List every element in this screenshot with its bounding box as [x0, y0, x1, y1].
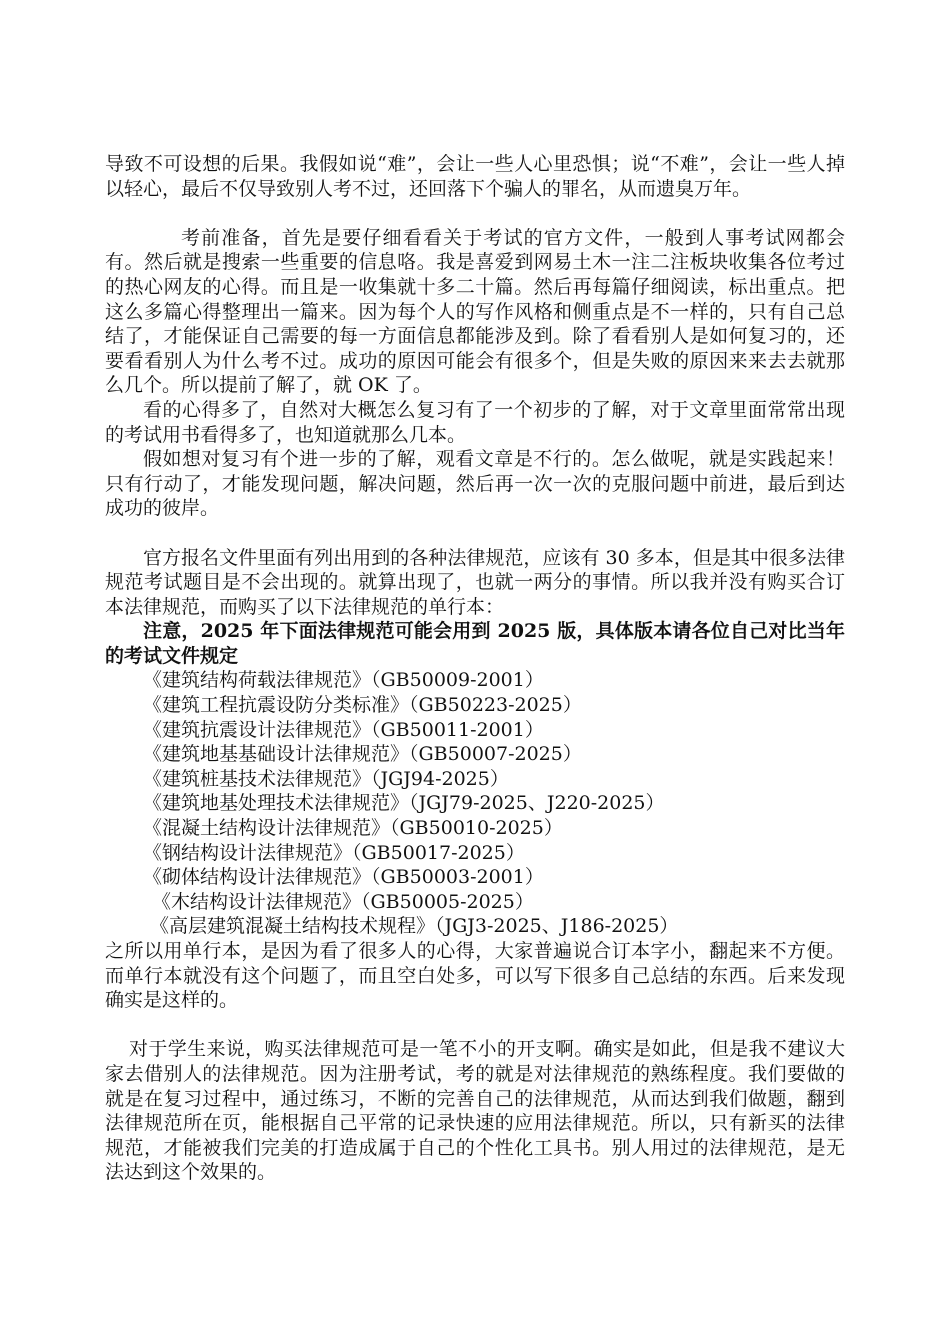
- list-item: 《建筑地基处理技术法律规范》（JGJ79-2025、J220-2025）: [143, 792, 665, 815]
- document-page: [105, 152, 845, 1185]
- notice-text: 注意，2025 年下面法律规范可能会用到 2025 版，具体版本请各位自己对比当年的考试文件规定: [105, 620, 845, 667]
- list-item: 《建筑抗震设计法律规范》（GB50011-2001）: [143, 718, 544, 741]
- list-item: 《木结构设计法律规范》（GB50005-2025）: [152, 890, 534, 913]
- list-item: 《建筑桩基技术法律规范》（JGJ94-2025）: [143, 767, 509, 790]
- paragraph-single-volume: 之所以用单行本，是因为看了很多人的心得，大家普遍说合订本字小，翻起来不方便。而单行本就没有这个问题了，而且空白处多，可以写下很多自己总结的东西。后来发现确实是这样的。: [105, 940, 845, 1012]
- list-item: 《混凝土结构设计法律规范》（GB50010-2025）: [143, 817, 563, 840]
- paragraph-gap: [105, 521, 845, 546]
- paragraph-gap: [105, 1013, 845, 1038]
- paragraph-consequences: 导致不可设想的后果。我假如说“难”，会让一些人心里恐惧；说“不难”，会让一些人掉以轻心，最后不仅导致别人考不过，还回落下个骗人的罪名，从而遗臭万年。: [105, 153, 845, 200]
- standards-list: [105, 668, 845, 939]
- list-item: 《建筑工程抗震设防分类标准》（GB50223-2025）: [143, 694, 582, 717]
- list-item: 《高层建筑混凝土结构技术规程》（JGJ3-2025、J186-2025）: [150, 915, 679, 938]
- paragraph-reading-experience: 看的心得多了，自然对大概怎么复习有了一个初步的了解，对于文章里面常常出现的考试用书看得多了，也知道就那么几本。: [105, 398, 845, 446]
- list-item: 《建筑结构荷载法律规范》（GB50009-2001）: [143, 669, 544, 692]
- paragraph-gap: [105, 201, 845, 226]
- paragraph-practice: 假如想对复习有个进一步的了解，观看文章是不行的。怎么做呢，就是实践起来！只有行动了，才能发现问题，解决问题，然后再一次一次的克服问题中前进，最后到达成功的彼岸。: [105, 448, 845, 520]
- paragraph-exam-preparation: 考前准备，首先是要仔细看看关于考试的官方文件，一般到人事考试网都会有。然后就是搜索一些重要的信息咯。我是喜爱到网易土木一注二注板块收集各位考过的热心网友的心得。而且是一收集就十多二十篇。然后再每篇仔细阅读，标出重点。把这么多篇心得整理出一篇来。因为每个人的写作风格和侧重点是不一样的，只有自己总结了，才能保证自己需要的每一方面信息都能涉及到。除了看看别人是如何复习的，还要看看别人为什么考不过。成功的原因可能会有很多个，但是失败的原因来来去去就那么几个。所以提前了解了，就 OK 了。: [105, 226, 845, 397]
- paragraph-official-documents: 官方报名文件里面有列出用到的各种法律规范，应该有 30 多本，但是其中很多法律规范考试题目是不会出现的。就算出现了，也就一两分的事情。所以我并没有购买合订本法律规范，而购买了以下法律规范的单行本：: [105, 546, 845, 618]
- paragraph-students: 对于学生来说，购买法律规范可是一笔不小的开支啊。确实是如此，但是我不建议大家去借别人的法律规范。因为注册考试，考的就是对法律规范的熟练程度。我们要做的就是在复习过程中，通过练习，不断的完善自己的法律规范，从而达到我们做题，翻到法律规范所在页，能根据自己平常的记录快速的应用法律规范。所以，只有新买的法律规范，才能被我们完美的打造成属于自己的个性化工具书。别人用过的法律规范，是无法达到这个效果的。: [105, 1038, 845, 1184]
- list-item: 《钢结构设计法律规范》（GB50017-2025）: [143, 841, 525, 864]
- list-item: 《砌体结构设计法律规范》（GB50003-2001）: [143, 866, 544, 889]
- list-item: 《建筑地基基础设计法律规范》（GB50007-2025）: [143, 743, 582, 766]
